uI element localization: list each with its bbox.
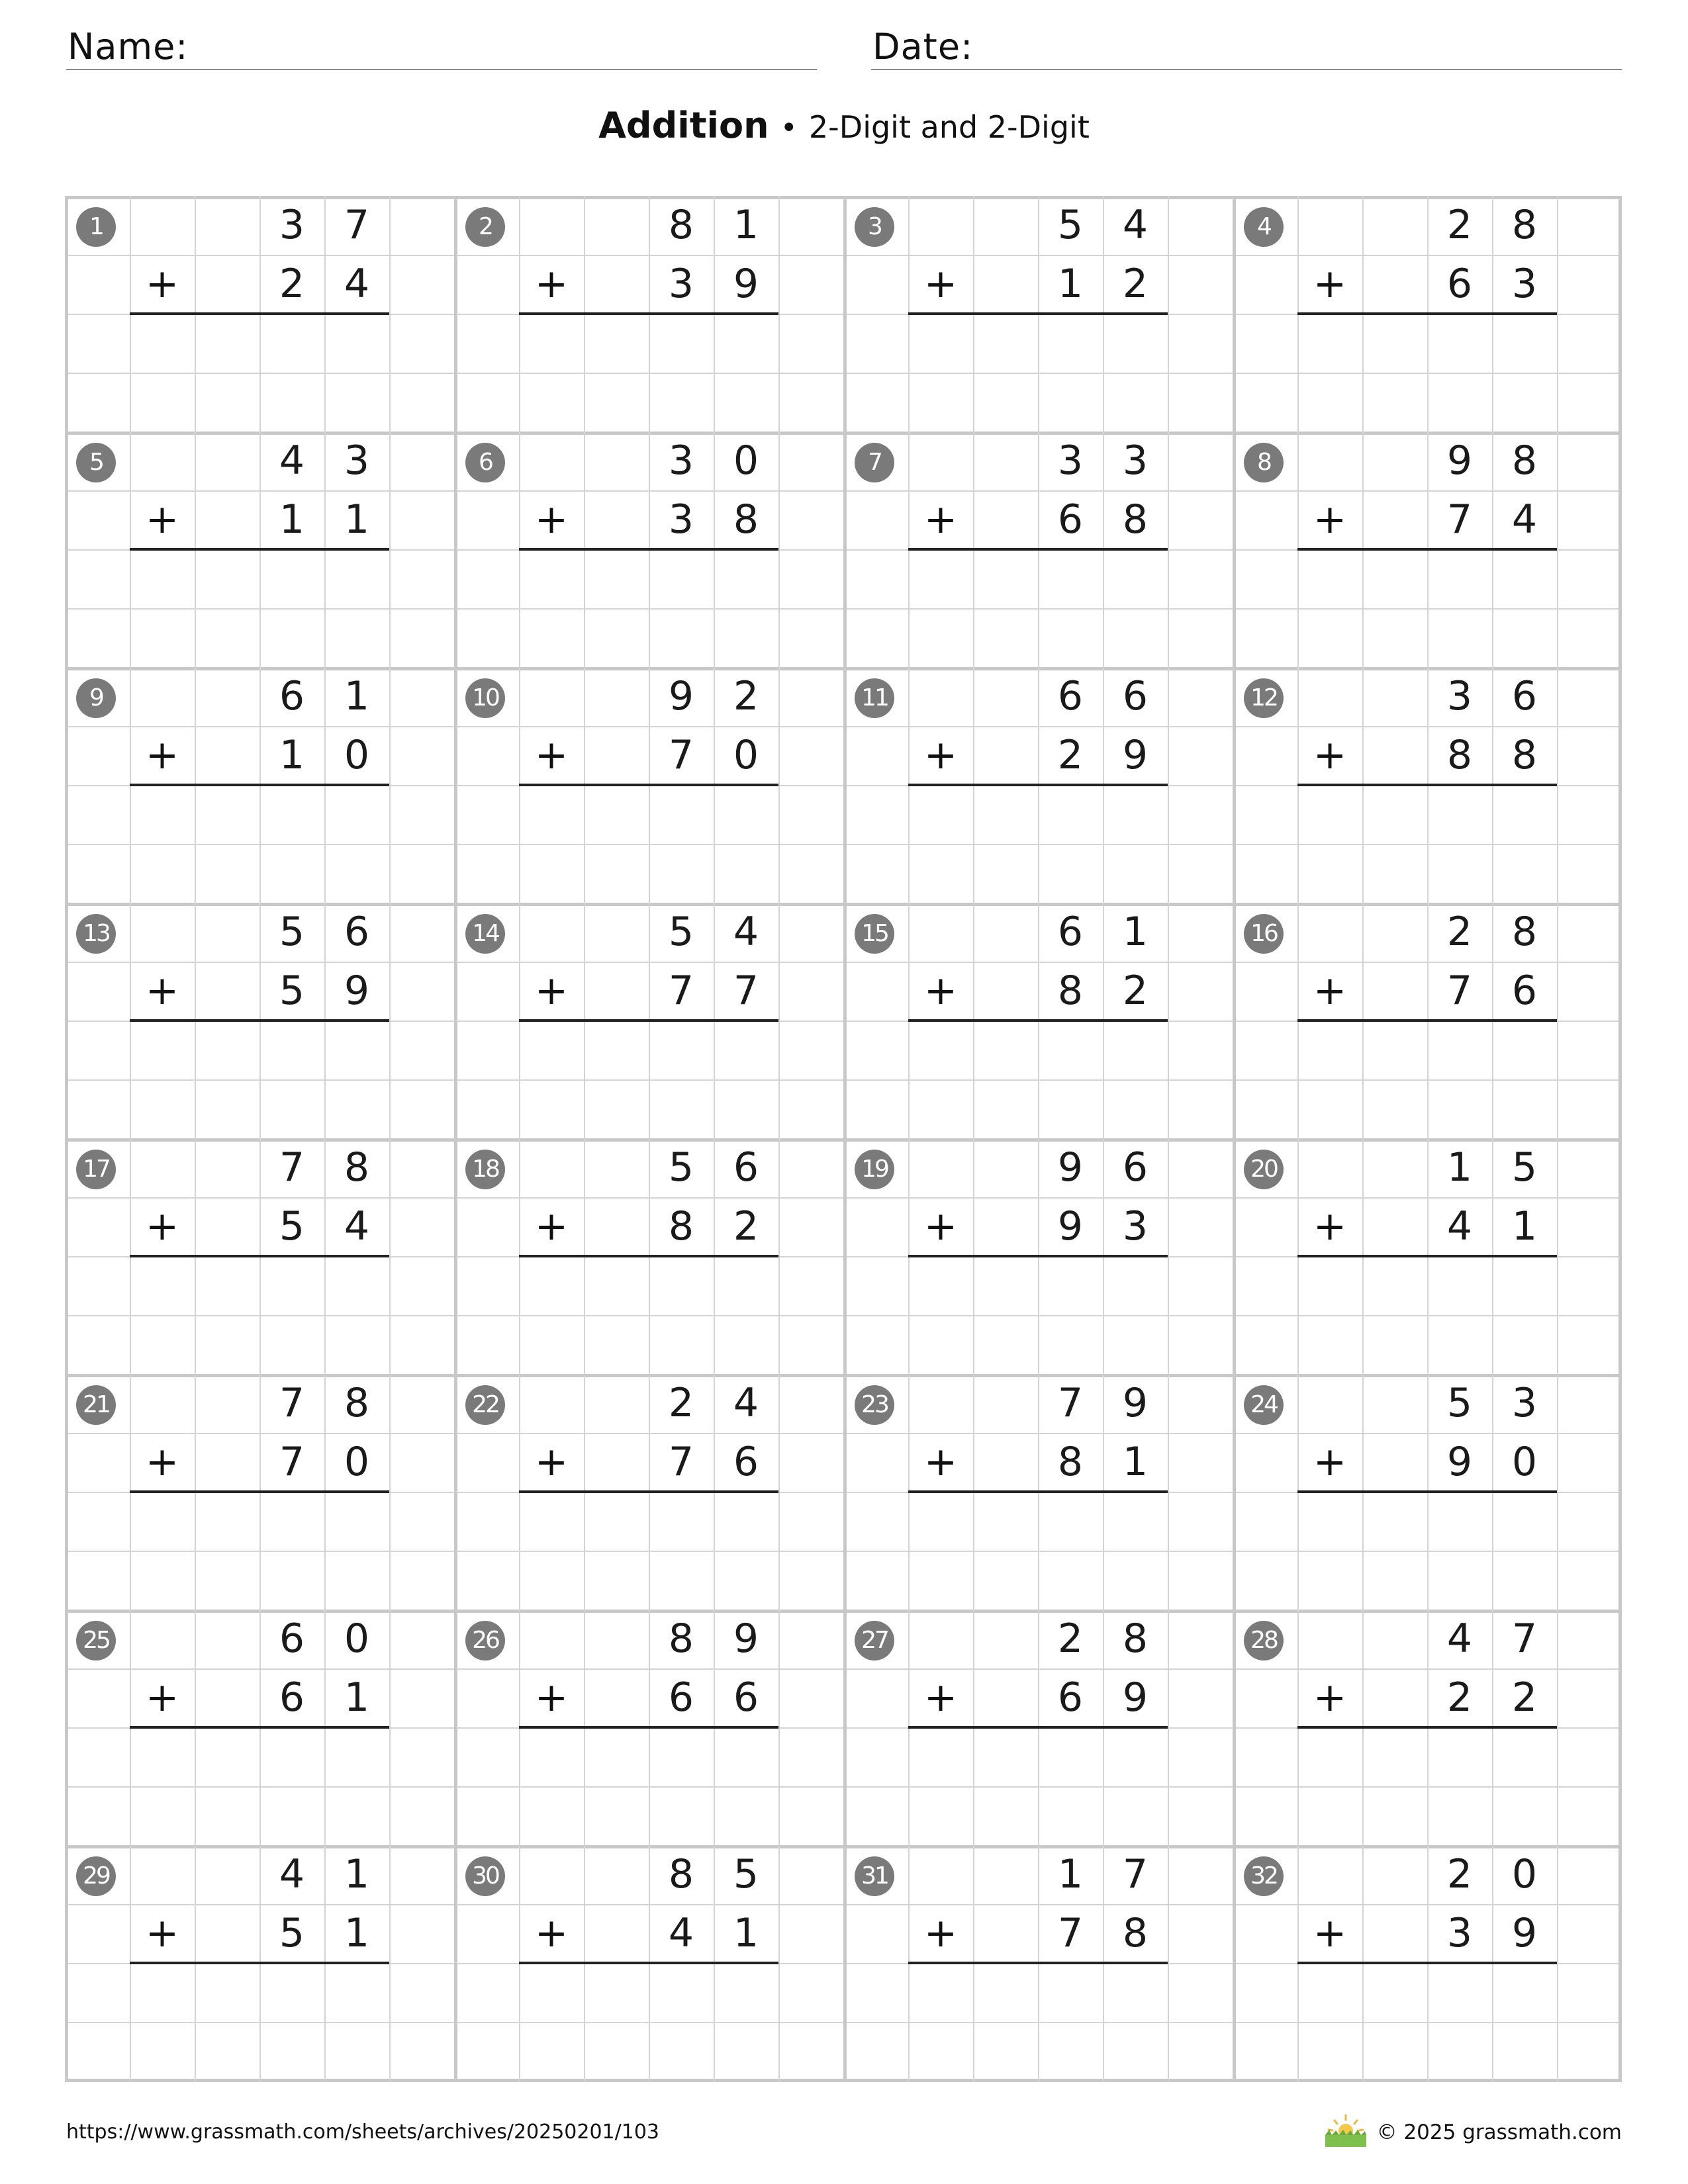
- addend-bottom-ones-digit: 2: [1122, 968, 1149, 1014]
- addend-top-tens-digit: 8: [668, 1615, 694, 1662]
- title-main: Addition: [598, 105, 769, 146]
- addend-top-tens-digit: 5: [1057, 202, 1084, 248]
- plus-operator: +: [145, 261, 179, 307]
- problem-number-badge: 28: [1244, 1621, 1284, 1661]
- addend-top-ones-digit: 6: [1511, 673, 1538, 719]
- problem-2: [454, 196, 843, 432]
- answer-area[interactable]: [908, 1493, 1168, 1606]
- addend-top-tens-digit: 9: [1057, 1144, 1084, 1191]
- plus-operator: +: [923, 1439, 958, 1485]
- problem-number-badge: 9: [76, 678, 116, 718]
- addend-bottom-tens-digit: 2: [1446, 1674, 1473, 1721]
- plus-operator: +: [534, 1203, 569, 1250]
- addend-top-ones-digit: 6: [1122, 673, 1149, 719]
- addend-bottom-tens-digit: 6: [1446, 261, 1473, 307]
- problem-16: [1233, 903, 1622, 1138]
- addend-bottom-tens-digit: 6: [279, 1674, 305, 1721]
- addend-bottom-tens-digit: 3: [1446, 1910, 1473, 1956]
- addend-top-tens-digit: 6: [1057, 673, 1084, 719]
- addend-bottom-ones-digit: 0: [344, 732, 370, 778]
- addend-top-tens-digit: 8: [668, 202, 694, 248]
- addend-top-tens-digit: 3: [668, 437, 694, 484]
- name-label: Name:: [68, 26, 189, 68]
- answer-area[interactable]: [130, 1257, 389, 1370]
- plus-operator: +: [145, 1203, 179, 1250]
- addend-top-tens-digit: 6: [1057, 909, 1084, 955]
- addend-bottom-ones-digit: 4: [344, 1203, 370, 1250]
- problem-number-badge: 29: [76, 1856, 116, 1896]
- addend-top-tens-digit: 7: [279, 1144, 305, 1191]
- plus-operator: +: [145, 732, 179, 778]
- plus-operator: +: [534, 1439, 569, 1485]
- addend-top-ones-digit: 5: [733, 1851, 759, 1897]
- addend-bottom-tens-digit: 5: [279, 1910, 305, 1956]
- problem-12: [1233, 667, 1622, 903]
- problem-24: [1233, 1374, 1622, 1610]
- addend-top-tens-digit: 4: [1446, 1615, 1473, 1662]
- addend-bottom-tens-digit: 6: [1057, 1674, 1084, 1721]
- addend-top-ones-digit: 8: [344, 1144, 370, 1191]
- problem-4: [1233, 196, 1622, 432]
- addend-top-ones-digit: 0: [1511, 1851, 1538, 1897]
- addend-bottom-tens-digit: 5: [279, 968, 305, 1014]
- addend-bottom-ones-digit: 1: [344, 1910, 370, 1956]
- addend-top-tens-digit: 6: [279, 673, 305, 719]
- answer-area[interactable]: [1297, 786, 1557, 899]
- answer-area[interactable]: [519, 551, 778, 663]
- addend-bottom-tens-digit: 3: [668, 496, 694, 543]
- plus-operator: +: [534, 496, 569, 543]
- problem-11: [843, 667, 1233, 903]
- addend-top-ones-digit: 4: [1122, 202, 1149, 248]
- plus-operator: +: [534, 1674, 569, 1721]
- addend-bottom-tens-digit: 1: [279, 496, 305, 543]
- plus-operator: +: [923, 1910, 958, 1956]
- addend-bottom-ones-digit: 2: [1511, 1674, 1538, 1721]
- problem-32: [1233, 1845, 1622, 2081]
- plus-operator: +: [534, 968, 569, 1014]
- addend-bottom-tens-digit: 8: [668, 1203, 694, 1250]
- problem-number-badge: 30: [465, 1856, 505, 1896]
- addend-bottom-ones-digit: 2: [1122, 261, 1149, 307]
- addend-bottom-tens-digit: 7: [668, 732, 694, 778]
- addend-bottom-tens-digit: 5: [279, 1203, 305, 1250]
- grass-sun-logo-icon: [1323, 2111, 1369, 2148]
- addend-bottom-ones-digit: 6: [733, 1674, 759, 1721]
- plus-operator: +: [1313, 732, 1347, 778]
- plus-operator: +: [145, 968, 179, 1014]
- plus-operator: +: [1313, 1439, 1347, 1485]
- answer-area[interactable]: [908, 1257, 1168, 1370]
- addend-bottom-ones-digit: 0: [1511, 1439, 1538, 1485]
- problem-7: [843, 432, 1233, 667]
- problem-13: [65, 903, 454, 1138]
- problem-number-badge: 12: [1244, 678, 1284, 718]
- problem-number-badge: 3: [855, 207, 894, 247]
- addend-top-tens-digit: 5: [668, 1144, 694, 1191]
- addend-top-ones-digit: 5: [1511, 1144, 1538, 1191]
- plus-operator: +: [923, 261, 958, 307]
- problem-number-badge: 21: [76, 1385, 116, 1425]
- problem-19: [843, 1138, 1233, 1374]
- addend-top-tens-digit: 2: [668, 1380, 694, 1426]
- addend-top-tens-digit: 8: [668, 1851, 694, 1897]
- problem-number-badge: 20: [1244, 1150, 1284, 1189]
- footer-copyright: © 2025 grassmath.com: [1376, 2120, 1622, 2144]
- plus-operator: +: [923, 732, 958, 778]
- problem-31: [843, 1845, 1233, 2081]
- addend-top-ones-digit: 1: [344, 673, 370, 719]
- date-field[interactable]: [871, 24, 1622, 70]
- addend-top-ones-digit: 7: [1122, 1851, 1149, 1897]
- answer-area[interactable]: [519, 315, 778, 428]
- problem-22: [454, 1374, 843, 1610]
- problem-20: [1233, 1138, 1622, 1374]
- footer-url: https://www.grassmath.com/sheets/archives/20250201/103: [66, 2120, 660, 2144]
- addend-bottom-tens-digit: 8: [1446, 732, 1473, 778]
- addend-bottom-ones-digit: 9: [1122, 1674, 1149, 1721]
- addend-bottom-ones-digit: 2: [733, 1203, 759, 1250]
- problem-number-badge: 10: [465, 678, 505, 718]
- addend-bottom-ones-digit: 9: [1122, 732, 1149, 778]
- answer-area[interactable]: [519, 1493, 778, 1606]
- answer-area[interactable]: [130, 1729, 389, 1841]
- worksheet-title: [0, 105, 1688, 146]
- plus-operator: +: [534, 1910, 569, 1956]
- addend-bottom-ones-digit: 6: [733, 1439, 759, 1485]
- addend-bottom-ones-digit: 3: [1122, 1203, 1149, 1250]
- addend-top-ones-digit: 1: [344, 1851, 370, 1897]
- problem-28: [1233, 1610, 1622, 1845]
- addend-top-tens-digit: 2: [1057, 1615, 1084, 1662]
- problem-number-badge: 13: [76, 914, 116, 954]
- addend-bottom-ones-digit: 6: [1511, 968, 1538, 1014]
- addend-top-tens-digit: 9: [1446, 437, 1473, 484]
- answer-area[interactable]: [908, 1729, 1168, 1841]
- addend-bottom-ones-digit: 9: [1511, 1910, 1538, 1956]
- addend-bottom-ones-digit: 1: [1511, 1203, 1538, 1250]
- problem-1: [65, 196, 454, 432]
- addend-top-ones-digit: 8: [1511, 437, 1538, 484]
- problem-14: [454, 903, 843, 1138]
- addend-top-ones-digit: 4: [733, 909, 759, 955]
- addend-top-ones-digit: 4: [733, 1380, 759, 1426]
- addend-bottom-tens-digit: 8: [1057, 968, 1084, 1014]
- problem-number-badge: 7: [855, 443, 894, 482]
- addend-top-ones-digit: 2: [733, 673, 759, 719]
- addend-top-ones-digit: 6: [1122, 1144, 1149, 1191]
- problem-15: [843, 903, 1233, 1138]
- addend-top-tens-digit: 4: [279, 437, 305, 484]
- answer-area[interactable]: [519, 1022, 778, 1134]
- problem-number-badge: 8: [1244, 443, 1284, 482]
- addend-bottom-tens-digit: 9: [1057, 1203, 1084, 1250]
- problem-27: [843, 1610, 1233, 1845]
- addend-bottom-ones-digit: 8: [1122, 496, 1149, 543]
- plus-operator: +: [923, 1674, 958, 1721]
- addend-top-ones-digit: 0: [344, 1615, 370, 1662]
- answer-area[interactable]: [1297, 1257, 1557, 1370]
- addend-bottom-tens-digit: 7: [279, 1439, 305, 1485]
- problem-number-badge: 22: [465, 1385, 505, 1425]
- name-field[interactable]: [66, 24, 817, 70]
- plus-operator: +: [923, 968, 958, 1014]
- answer-area[interactable]: [1297, 1729, 1557, 1841]
- addend-top-ones-digit: 1: [733, 202, 759, 248]
- addend-bottom-ones-digit: 4: [344, 261, 370, 307]
- addend-bottom-tens-digit: 4: [1446, 1203, 1473, 1250]
- answer-area[interactable]: [519, 1964, 778, 2077]
- addend-top-ones-digit: 8: [1511, 909, 1538, 955]
- addend-bottom-ones-digit: 3: [1511, 261, 1538, 307]
- problem-8: [1233, 432, 1622, 667]
- problem-18: [454, 1138, 843, 1374]
- plus-operator: +: [1313, 496, 1347, 543]
- problem-26: [454, 1610, 843, 1845]
- plus-operator: +: [1313, 1203, 1347, 1250]
- plus-operator: +: [923, 1203, 958, 1250]
- answer-area[interactable]: [130, 786, 389, 899]
- addend-top-ones-digit: 1: [1122, 909, 1149, 955]
- problem-number-badge: 24: [1244, 1385, 1284, 1425]
- answer-area[interactable]: [130, 315, 389, 428]
- addend-top-ones-digit: 8: [1122, 1615, 1149, 1662]
- addend-bottom-tens-digit: 2: [279, 261, 305, 307]
- addend-bottom-ones-digit: 1: [1122, 1439, 1149, 1485]
- addend-bottom-ones-digit: 8: [1122, 1910, 1149, 1956]
- plus-operator: +: [145, 1439, 179, 1485]
- problem-number-badge: 1: [76, 207, 116, 247]
- answer-area[interactable]: [908, 315, 1168, 428]
- answer-area[interactable]: [1297, 1964, 1557, 2077]
- problem-number-badge: 27: [855, 1621, 894, 1661]
- title-subtitle: 2-Digit and 2-Digit: [808, 109, 1090, 145]
- problem-number-badge: 26: [465, 1621, 505, 1661]
- addend-bottom-tens-digit: 7: [1446, 496, 1473, 543]
- addend-top-ones-digit: 8: [344, 1380, 370, 1426]
- addend-bottom-ones-digit: 9: [344, 968, 370, 1014]
- date-label: Date:: [872, 26, 974, 68]
- answer-area[interactable]: [1297, 315, 1557, 428]
- plus-operator: +: [534, 261, 569, 307]
- answer-area[interactable]: [130, 1022, 389, 1134]
- problem-number-badge: 25: [76, 1621, 116, 1661]
- problem-3: [843, 196, 1233, 432]
- problem-9: [65, 667, 454, 903]
- addend-bottom-tens-digit: 7: [1057, 1910, 1084, 1956]
- addend-bottom-tens-digit: 7: [1446, 968, 1473, 1014]
- addend-top-tens-digit: 3: [279, 202, 305, 248]
- addend-bottom-tens-digit: 1: [279, 732, 305, 778]
- addend-bottom-tens-digit: 6: [668, 1674, 694, 1721]
- problem-number-badge: 17: [76, 1150, 116, 1189]
- problem-29: [65, 1845, 454, 2081]
- problem-5: [65, 432, 454, 667]
- problem-number-badge: 2: [465, 207, 505, 247]
- addend-bottom-ones-digit: 0: [344, 1439, 370, 1485]
- plus-operator: +: [923, 496, 958, 543]
- addend-top-ones-digit: 6: [733, 1144, 759, 1191]
- addend-top-tens-digit: 6: [279, 1615, 305, 1662]
- addend-top-ones-digit: 8: [1511, 202, 1538, 248]
- problem-25: [65, 1610, 454, 1845]
- plus-operator: +: [1313, 261, 1347, 307]
- problem-number-badge: 19: [855, 1150, 894, 1189]
- problem-number-badge: 14: [465, 914, 505, 954]
- addend-bottom-tens-digit: 9: [1446, 1439, 1473, 1485]
- addend-top-tens-digit: 5: [1446, 1380, 1473, 1426]
- problem-number-badge: 15: [855, 914, 894, 954]
- addend-bottom-tens-digit: 3: [668, 261, 694, 307]
- addend-bottom-ones-digit: 9: [733, 261, 759, 307]
- addend-bottom-tens-digit: 2: [1057, 732, 1084, 778]
- addend-top-ones-digit: 7: [344, 202, 370, 248]
- addend-bottom-tens-digit: 8: [1057, 1439, 1084, 1485]
- addend-top-ones-digit: 0: [733, 437, 759, 484]
- answer-area[interactable]: [519, 1729, 778, 1841]
- problem-number-badge: 16: [1244, 914, 1284, 954]
- problem-number-badge: 4: [1244, 207, 1284, 247]
- addend-top-tens-digit: 2: [1446, 909, 1473, 955]
- addend-bottom-ones-digit: 4: [1511, 496, 1538, 543]
- answer-area[interactable]: [519, 786, 778, 899]
- addend-top-tens-digit: 1: [1446, 1144, 1473, 1191]
- problem-number-badge: 6: [465, 443, 505, 482]
- answer-area[interactable]: [1297, 551, 1557, 663]
- plus-operator: +: [534, 732, 569, 778]
- addend-top-tens-digit: 4: [279, 1851, 305, 1897]
- addend-top-tens-digit: 5: [279, 909, 305, 955]
- addend-top-tens-digit: 7: [1057, 1380, 1084, 1426]
- problem-30: [454, 1845, 843, 2081]
- addend-bottom-ones-digit: 1: [344, 1674, 370, 1721]
- problem-23: [843, 1374, 1233, 1610]
- addend-bottom-ones-digit: 1: [344, 496, 370, 543]
- problem-10: [454, 667, 843, 903]
- addend-bottom-tens-digit: 7: [668, 968, 694, 1014]
- addend-bottom-ones-digit: 8: [1511, 732, 1538, 778]
- problem-21: [65, 1374, 454, 1610]
- plus-operator: +: [145, 1674, 179, 1721]
- addend-top-tens-digit: 2: [1446, 202, 1473, 248]
- addend-top-ones-digit: 3: [1122, 437, 1149, 484]
- answer-area[interactable]: [908, 1964, 1168, 2077]
- problem-grid: [65, 196, 1622, 2082]
- addend-top-tens-digit: 7: [279, 1380, 305, 1426]
- addend-top-ones-digit: 3: [344, 437, 370, 484]
- addend-bottom-ones-digit: 7: [733, 968, 759, 1014]
- answer-area[interactable]: [130, 1493, 389, 1606]
- answer-area[interactable]: [908, 1022, 1168, 1134]
- addend-bottom-tens-digit: 6: [1057, 496, 1084, 543]
- addend-top-tens-digit: 2: [1446, 1851, 1473, 1897]
- plus-operator: +: [1313, 968, 1347, 1014]
- plus-operator: +: [145, 1910, 179, 1956]
- problem-number-badge: 31: [855, 1856, 894, 1896]
- addend-top-ones-digit: 9: [1122, 1380, 1149, 1426]
- addend-top-tens-digit: 3: [1057, 437, 1084, 484]
- plus-operator: +: [145, 496, 179, 543]
- addend-bottom-ones-digit: 8: [733, 496, 759, 543]
- problem-17: [65, 1138, 454, 1374]
- addend-top-tens-digit: 1: [1057, 1851, 1084, 1897]
- problem-number-badge: 5: [76, 443, 116, 482]
- answer-area[interactable]: [908, 786, 1168, 899]
- answer-area[interactable]: [130, 1964, 389, 2077]
- problem-number-badge: 32: [1244, 1856, 1284, 1896]
- answer-area[interactable]: [1297, 1022, 1557, 1134]
- addend-top-ones-digit: 9: [733, 1615, 759, 1662]
- addend-bottom-tens-digit: 7: [668, 1439, 694, 1485]
- plus-operator: +: [1313, 1674, 1347, 1721]
- problem-number-badge: 11: [855, 678, 894, 718]
- addend-top-ones-digit: 7: [1511, 1615, 1538, 1662]
- problem-number-badge: 18: [465, 1150, 505, 1189]
- addend-bottom-tens-digit: 1: [1057, 261, 1084, 307]
- addend-bottom-ones-digit: 0: [733, 732, 759, 778]
- answer-area[interactable]: [519, 1257, 778, 1370]
- answer-area[interactable]: [908, 551, 1168, 663]
- addend-bottom-tens-digit: 4: [668, 1910, 694, 1956]
- plus-operator: +: [1313, 1910, 1347, 1956]
- title-separator: •: [780, 111, 798, 145]
- addend-top-tens-digit: 3: [1446, 673, 1473, 719]
- problem-number-badge: 23: [855, 1385, 894, 1425]
- addend-top-tens-digit: 9: [668, 673, 694, 719]
- addend-bottom-ones-digit: 1: [733, 1910, 759, 1956]
- problem-6: [454, 432, 843, 667]
- answer-area[interactable]: [130, 551, 389, 663]
- answer-area[interactable]: [1297, 1493, 1557, 1606]
- addend-top-tens-digit: 5: [668, 909, 694, 955]
- addend-top-ones-digit: 3: [1511, 1380, 1538, 1426]
- addend-top-ones-digit: 6: [344, 909, 370, 955]
